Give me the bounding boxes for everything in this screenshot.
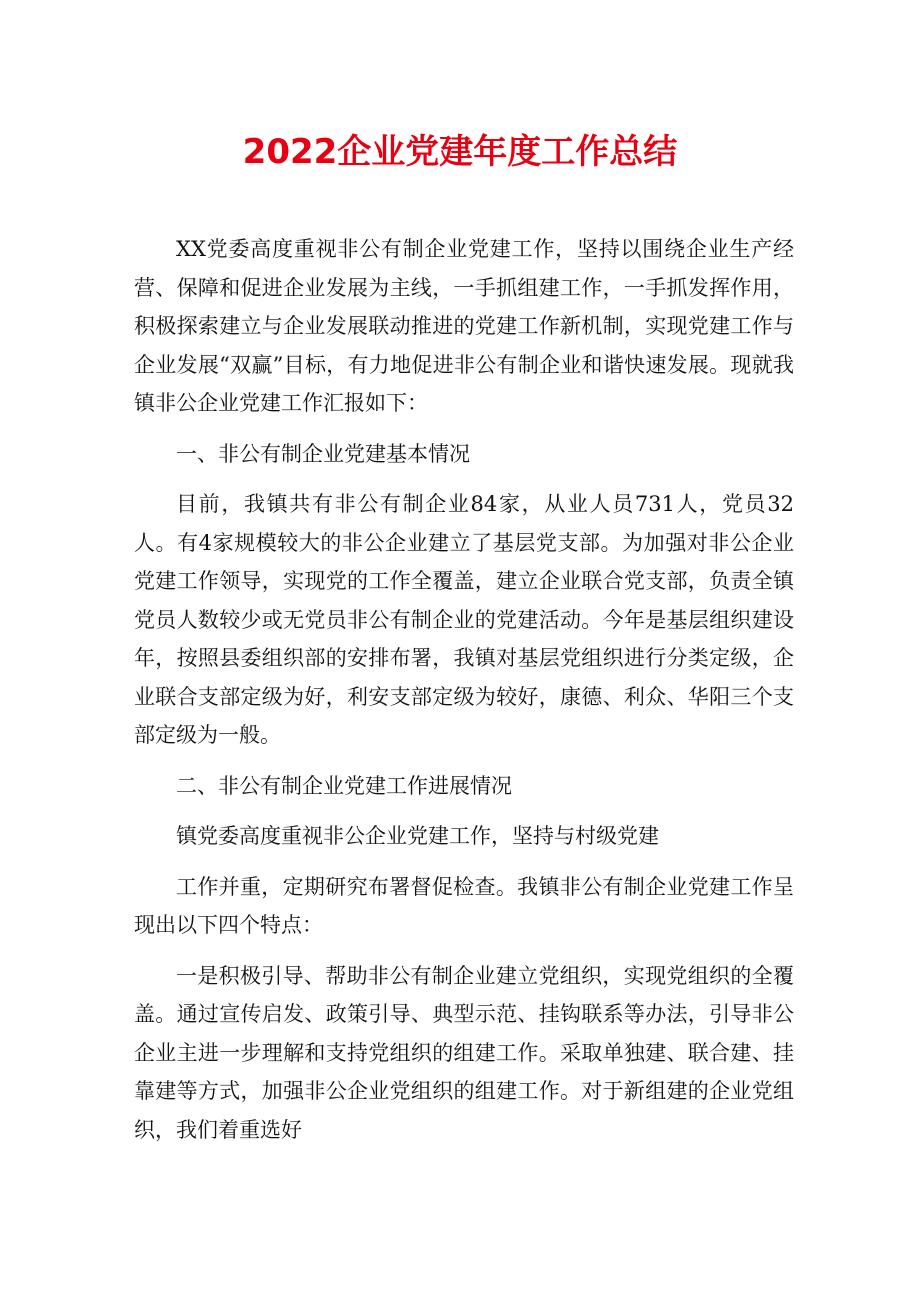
paragraph-four-features: 工作并重，定期研究布署督促检查。我镇非公有制企业党建工作呈现出以下四个特点： [134, 874, 794, 937]
paragraph-gap [134, 805, 794, 817]
paragraph-party-committee: 镇党委高度重视非公企业党建工作，坚持与村级党建 [176, 824, 659, 848]
document-body [134, 230, 794, 1149]
section-heading-1: 一、非公有制企业党建基本情况 [176, 441, 470, 466]
paragraph-gap [134, 423, 794, 435]
section-heading-2: 二、非公有制企业党建工作进展情况 [176, 773, 512, 798]
paragraph-gap [134, 755, 794, 767]
paragraph-feature-one: 一是积极引导、帮助非公有制企业建立党组织，实现党组织的全覆盖。通过宣传启发、政策引导、典型示范、挂钩联系等办法，引导非公企业主进一步理解和支持党组织的组建工作。采取单独建、联合建、挂靠建等方式，加强非公企业党组织的组建工作。对于新组建的企业党组织，我们着重选好 [134, 963, 794, 1142]
paragraph-gap [134, 945, 794, 957]
paragraph-intro: XX党委高度重视非公有制企业党建工作，坚持以围绕企业生产经营、保障和促进企业发展为主线，一手抓组建工作，一手抓发挥作用，积极探索建立与企业发展联动推进的党建工作新机制，实现党建工作与企业发展“双赢”目标，有力地促进非公有制企业和谐快速发展。现就我镇非公企业党建工作汇报如下： [134, 237, 794, 415]
paragraph-basic-situation: 目前，我镇共有非公有制企业84家，从业人员731人，党员32人。有4家规模较大的非公企业建立了基层党支部。为加强对非公企业党建工作领导，实现党的工作全覆盖，建立企业联合党支部，负责全镇党员人数较少或无党员非公有制企业的党建活动。今年是基层组织建设年，按照县委组织部的安排布署，我镇对基层党组织进行分类定级，企业联合支部定级为好，利安支部定级为较好，康德、利众、华阳三个支部定级为一般。 [134, 492, 794, 747]
paragraph-gap [134, 473, 794, 485]
document-title: 2022企业党建年度工作总结 [242, 132, 678, 172]
paragraph-gap [134, 856, 794, 868]
